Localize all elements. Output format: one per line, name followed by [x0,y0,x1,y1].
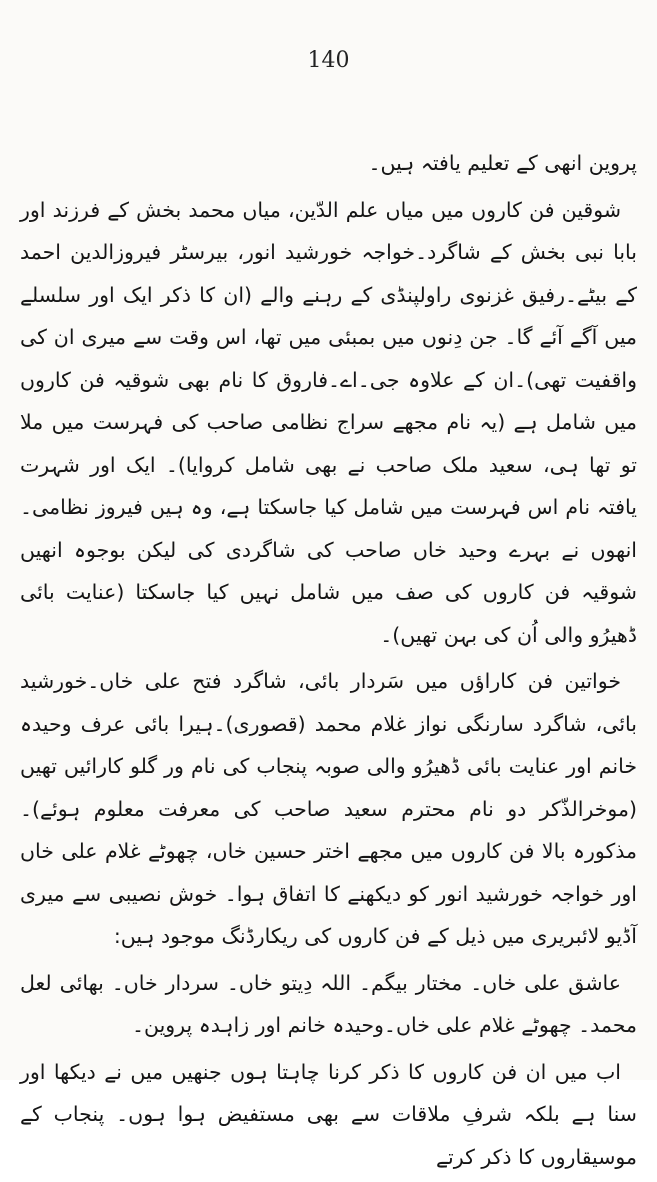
paragraph-amateur-artists: شوقین فن کاروں میں میاں علم الدّین، میاں محمد بخش کے فرزند اور بابا نبی بخش کے شاگرد۔خواجہ خورشید انور، بیرسٹر فیروزالدین احمد کے بیٹے۔رفیق غزنوی راولپنڈی کے رہنے والے (ان کا ذکر ایک اور سلسلے میں آگے آئے گا۔ جن دِنوں میں بمبئی میں تھا، اس وقت سے میری ان کی واقفیت تھی)۔ان کے علاوہ جی۔اے۔فاروق کا نام بھی شوقیہ فن کاروں میں شامل ہے (یہ نام مجھے سراج نظامی صاحب کی فہرست میں ملا تو تھا ہی، سعید ملک صاحب نے بھی شامل کروایا)۔ ایک اور شہرت یافتہ نام اس فہرست میں شامل کیا جاسکتا ہے، وہ ہیں فیروز نظامی۔ انھوں نے بہرے وحید خاں صاحب کی شاگردی کی لیکن بوجوہ انھیں شوقیہ فن کاروں کی صف میں شامل نہیں کیا جاسکتا (عنایت بائی ڈھیرُو والی اُن کی بہن تھیں)۔ [20,197,637,647]
paragraph-intro: پروین انھی کے تعلیم یافتہ ہیں۔ [368,151,637,175]
page-number: 140 [307,48,350,73]
paragraph-female-artists: خواتین فن کاراؤں میں سَردار بائی، شاگرد فتح علی خاں۔خورشید بائی، شاگرد سارنگی نواز غلام محمد (قصوری)۔ہیرا بائی عرف وحیدہ خانم اور عنایت بائی ڈھیرُو والی صوبہ پنجاب کی نام ور گلو کارائیں تھیں (موخرالذّکر دو نام محترم سعید صاحب کی معرفت معلوم ہوئے)۔ مذکورہ بالا فن کاروں میں مجھے اختر حسین خاں، چھوٹے غلام علی خاں اور خواجہ خورشید انور کو دیکھنے کا اتفاق ہوا۔ خوش نصیبی سے میری آڈیو لائبریری میں ذیل کے فن کاروں کی ریکارڈنگ موجود ہیں: [20,669,637,948]
paragraph-recordings-list: عاشق علی خاں۔ مختار بیگم۔ اللہ دِیتو خاں۔ سردار خاں۔ بھائی لعل محمد۔ چھوٹے غلام علی خاں۔وحیدہ خانم اور زاہدہ پروین۔ [20,970,637,1037]
body-text [20,142,637,1182]
paragraph-closing: اب میں ان فن کاروں کا ذکر کرنا چاہتا ہوں جنھیں میں نے دیکھا اور سنا ہے بلکہ شرفِ ملاقات سے بھی مستفیض ہوا ہوں۔ پنجاب کے موسیقاروں کا ذکر کرتے [20,1059,637,1169]
